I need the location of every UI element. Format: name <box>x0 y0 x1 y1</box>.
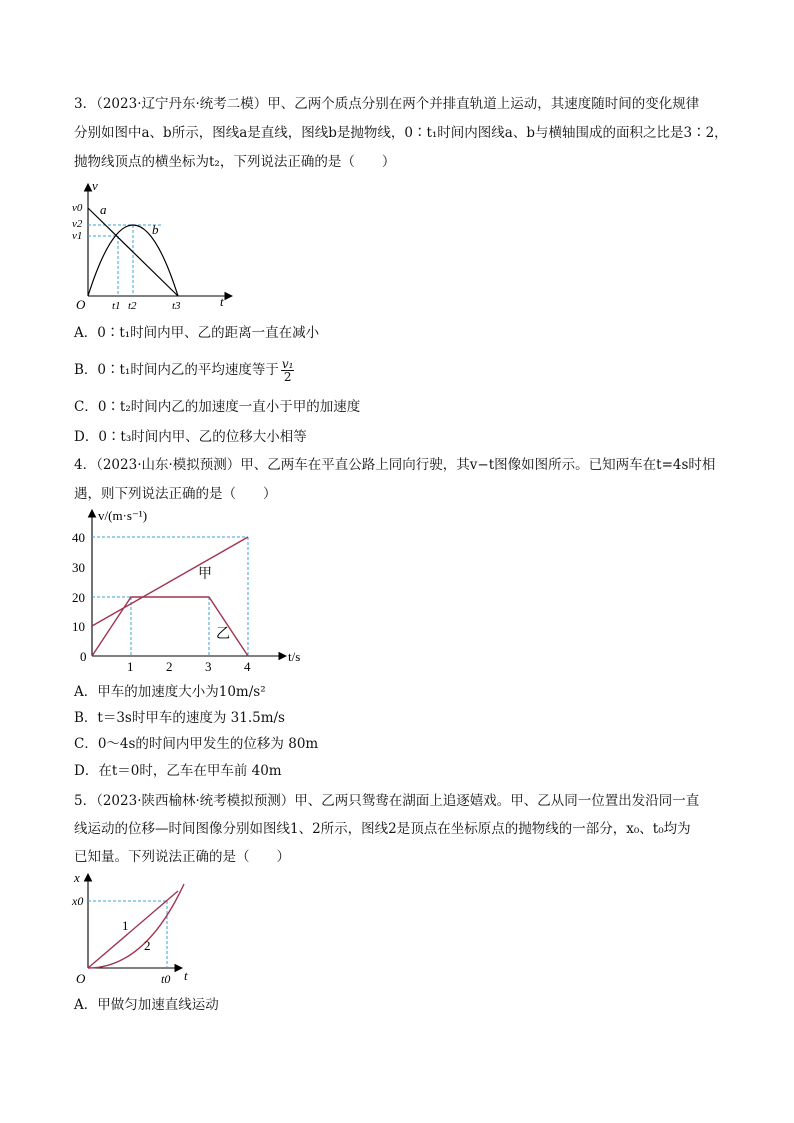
q4-y-tick-40: 40 <box>72 530 85 545</box>
q3-velocity-time-graph <box>70 178 240 313</box>
q4-y-tick-20: 20 <box>72 590 85 605</box>
q4-x-tick-4: 4 <box>244 659 251 674</box>
q4-option-d: D．在t＝0时，乙车在甲车前 40m <box>74 763 282 779</box>
q3-stem-line1: 3．（2023·辽宁丹东·统考二模）甲、乙两个质点分别在两个并排直轨道上运动，其速度随时间的变化规律 <box>74 96 700 112</box>
q4-y-axis-label: v/(m·s⁻¹) <box>98 508 148 523</box>
q3-t1-label: t1 <box>112 300 121 312</box>
q5-option-a: A．甲做匀加速直线运动 <box>74 997 219 1013</box>
q3-option-b-numerator: v₁ <box>281 357 294 371</box>
q5-line-1 <box>88 891 178 968</box>
q3-option-a: A．0∶t₁时间内甲、乙的距离一直在减小 <box>74 325 320 341</box>
q3-option-d: D．0∶t₃时间内甲、乙的位移大小相等 <box>74 429 307 445</box>
q4-line-jia <box>92 537 248 626</box>
q3-v1-label: v1 <box>72 230 83 242</box>
q3-t-axis-label: t <box>220 294 224 309</box>
q5-line1-label: 1 <box>122 918 129 933</box>
q5-t-axis-label: t <box>184 968 188 983</box>
q3-option-b-text: B．0∶t₁时间内乙的平均速度等于 <box>74 362 279 378</box>
q4-jia-label: 甲 <box>198 567 212 582</box>
q5-x0-label: x0 <box>72 894 84 908</box>
q4-x-tick-2: 2 <box>166 659 173 674</box>
q5-stem-line2: 线运动的位移—时间图像分别如图线1、2所示，图线2是顶点在坐标原点的抛物线的一部分，x₀、t₀均为 <box>74 821 691 837</box>
q5-origin-label: O <box>76 971 86 986</box>
q3-b-label: b <box>152 222 159 237</box>
q4-yi-label: 乙 <box>216 627 230 642</box>
q5-stem-line3: 已知量。下列说法正确的是（ ） <box>74 849 290 865</box>
q4-option-a: A．甲车的加速度大小为10m/s² <box>74 684 266 700</box>
q3-option-b <box>74 358 294 383</box>
q4-x-tick-3: 3 <box>205 659 212 674</box>
q3-t3-label: t3 <box>172 300 181 312</box>
q4-velocity-time-graph <box>70 506 320 676</box>
q4-x-axis-label: t/s <box>288 649 301 664</box>
q5-stem-line1: 5．（2023·陕西榆林·统考模拟预测）甲、乙两只鸳鸯在湖面上追逐嬉戏。甲、乙从同一位置出发沿同一直 <box>74 793 700 809</box>
q4-option-c: C．0～4s的时间内甲发生的位移为 80m <box>74 736 319 752</box>
q5-displacement-time-graph <box>70 868 200 990</box>
q3-v2-label: v2 <box>72 218 83 230</box>
q3-v0-label: v0 <box>72 202 83 214</box>
q3-stem-line3: 抛物线顶点的横坐标为t₂，下列说法正确的是（ ） <box>74 154 396 170</box>
q3-option-b-fraction <box>281 358 295 383</box>
q4-option-b: B．t＝3s时甲车的速度为 31.5m/s <box>74 710 285 726</box>
q4-origin-label: 0 <box>80 649 87 664</box>
q3-origin-label: O <box>76 297 86 312</box>
q3-stem-line2: 分别如图中a、b所示，图线a是直线，图线b是抛物线，0∶t₁时间内图线a、b与横轴围成的面积之比是3∶2， <box>74 125 728 141</box>
q4-stem-line2: 遇，则下列说法正确的是（ ） <box>74 486 277 502</box>
q3-v-axis-label: v <box>92 178 98 193</box>
q4-y-tick-30: 30 <box>72 560 85 575</box>
q4-stem-line1: 4．（2023·山东·模拟预测）甲、乙两车在平直公路上同向行驶，其v−t图像如图所示。已知两车在t=4s时相 <box>74 457 716 473</box>
q3-option-b-denominator: 2 <box>283 370 292 384</box>
q5-t0-label: t0 <box>161 972 171 986</box>
q3-a-label: a <box>100 202 107 217</box>
q3-t2-label: t2 <box>128 300 137 312</box>
q4-y-tick-10: 10 <box>72 619 85 634</box>
q4-x-tick-1: 1 <box>127 659 134 674</box>
q5-line2-label: 2 <box>144 938 151 953</box>
q3-option-c: C．0∶t₂时间内乙的加速度一直小于甲的加速度 <box>74 399 361 415</box>
q5-x-axis-label: x <box>74 870 80 885</box>
